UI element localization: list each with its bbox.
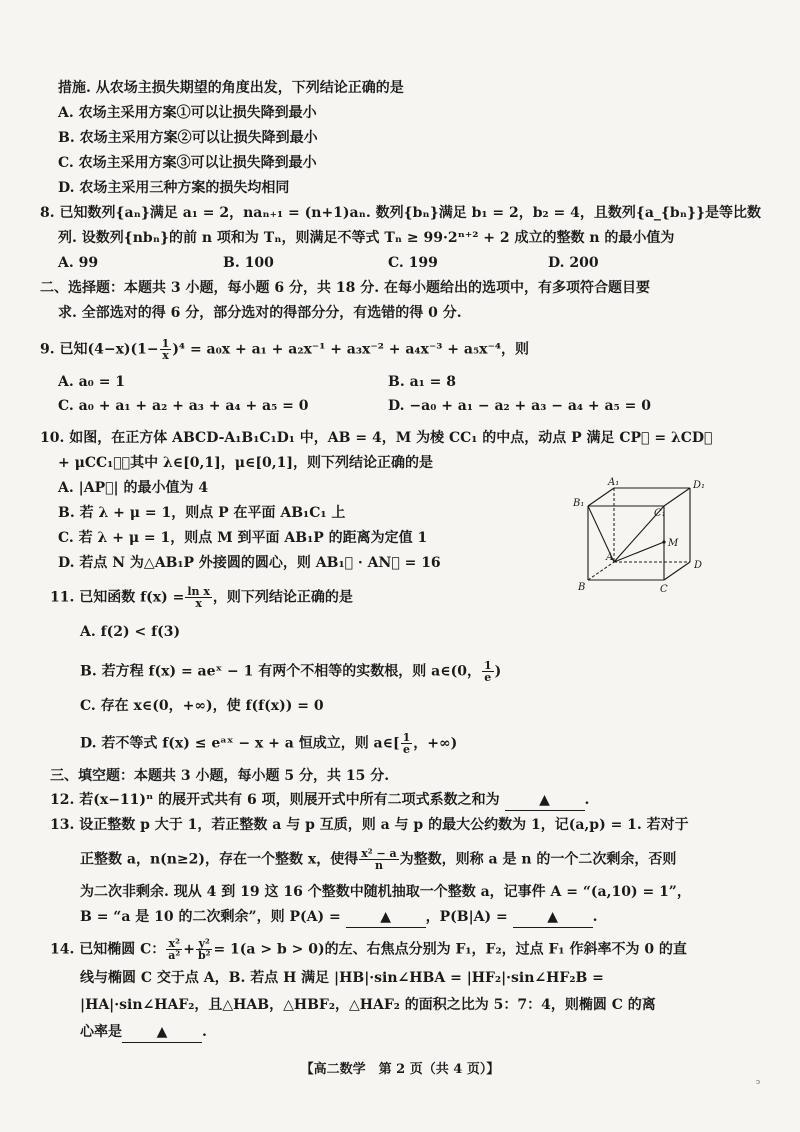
label-a: A: [606, 552, 614, 563]
q14-f2-den: b²: [197, 949, 211, 962]
q14-line2: 线与椭圆 C 交于点 A，B. 若点 H 满足 |HB|·sin∠HBA = |HF₂|·sin∠HF₂B =: [80, 970, 604, 986]
q11-option-b-num: 1: [483, 659, 492, 672]
q8-option-b: B. 100: [223, 255, 274, 271]
q14-f1-den: a²: [168, 949, 181, 962]
q8-option-a: A. 99: [58, 255, 99, 271]
q13-line4: [80, 907, 760, 928]
section2-line1: 二、选择题：本题共 3 小题，每小题 6 分，共 18 分. 在每小题给出的选项中，有多项符合题目要: [40, 280, 650, 296]
q14-fraction-x: [166, 938, 182, 961]
q10-line1: 10. 如图，在正方体 ABCD-A₁B₁C₁D₁ 中，AB = 4，M 为棱 CC₁ 的中点，动点 P 满足 CP⃗ = λCD⃗: [40, 430, 713, 446]
q9-stem-before: 9. 已知(4−x)(1−: [40, 341, 159, 358]
q10-option-b: B. 若 λ + μ = 1，则点 P 在平面 AB₁C₁ 上: [58, 505, 346, 521]
q9-option-c: C. a₀ + a₁ + a₂ + a₃ + a₄ + a₅ = 0: [58, 398, 309, 414]
q12-text: 12. 若(x−11)ⁿ 的展开式共有 6 项，则展开式中所有二项式系数之和为: [50, 792, 500, 808]
section2-line2: 求. 全部选对的得 6 分，部分选对的得部分分，有选错的得 0 分.: [58, 305, 462, 321]
point-m-dot: [662, 540, 665, 543]
q13-answer-blank-1[interactable]: ▲: [346, 907, 426, 928]
q11-option-b-before: B. 若方程 f(x) = aeˣ − 1 有两个不相等的实数根，则 a∈(0，: [80, 663, 481, 680]
q11-option-b: [80, 660, 760, 683]
q13-line2: [80, 848, 760, 871]
q7-option-b: B. 农场主采用方案②可以让损失降到最小: [58, 130, 318, 146]
q12-answer-blank[interactable]: ▲: [505, 790, 585, 811]
q10-option-d: D. 若点 N 为△AB₁P 外接圆的圆心，则 AB₁⃗ · AN⃗ = 16: [58, 555, 441, 571]
q10-option-c: C. 若 λ + μ = 1，则点 M 到平面 AB₁P 的距离为定值 1: [58, 530, 428, 546]
q11-stem-after: ，则下列结论正确的是: [212, 589, 353, 606]
q9-stem: [40, 338, 760, 361]
q14-answer-blank[interactable]: ▲: [122, 1022, 202, 1043]
q7-stem: 措施. 从农场主损失期望的角度出发，下列结论正确的是: [58, 80, 404, 96]
q7-option-d: D. 农场主采用三种方案的损失均相同: [58, 180, 290, 196]
label-a1: A₁: [608, 477, 620, 488]
q9-option-b: B. a₁ = 8: [388, 374, 457, 390]
q14-fraction-y: [196, 938, 213, 961]
q11-option-c: C. 存在 x∈(0，+∞)，使 f(f(x)) = 0: [80, 698, 324, 714]
q11-option-d-num: 1: [402, 731, 411, 744]
q14-line1-before: 14. 已知椭圆 C：: [50, 941, 166, 958]
q7-option-a: A. 农场主采用方案①可以让损失降到最小: [58, 105, 317, 121]
q11-frac-den: x: [195, 597, 202, 610]
q14-line4: [80, 1022, 760, 1043]
q9-fraction: [160, 338, 172, 361]
label-b: B: [578, 582, 586, 593]
q14-plus: +: [183, 941, 195, 958]
q11-option-d-before: D. 若不等式 f(x) ≤ eᵃˣ − x + a 恒成立，则 a∈[: [80, 735, 400, 752]
q14-f2-num: y²: [196, 938, 213, 950]
q11-frac-num: ln x: [187, 585, 210, 598]
q8-line1: 8. 已知数列{aₙ}满足 a₁ = 2，naₙ₊₁ = (n+1)aₙ. 数列{bₙ}满足 b₁ = 2，b₂ = 4，且数列{a_{bₙ}}是等比数: [40, 205, 761, 221]
label-b1: B₁: [573, 498, 585, 509]
q14-line1: [50, 938, 760, 961]
q14-end: .: [202, 1024, 207, 1040]
q13-line1: 13. 设正整数 p 大于 1，若正整数 a 与 p 互质，则 a 与 p 的最大公约数为 1，记(a,p) = 1. 若对于: [50, 817, 689, 833]
q9-option-a: A. a₀ = 1: [58, 374, 126, 390]
q14-line1-after: = 1(a > b > 0)的左、右焦点分别为 F₁，F₂，过点 F₁ 作斜率不为 0 的直: [213, 941, 687, 958]
label-m: M: [668, 538, 679, 549]
q8-line2: 列. 设数列{nbₙ}的前 n 项和为 Tₙ，则满足不等式 Tₙ ≥ 99·2ⁿ⁺² + 2 成立的整数 n 的最小值为: [58, 230, 675, 246]
page-footer: 【高二数学 第 2 页（共 4 页）】: [300, 1062, 500, 1077]
q8-option-d: D. 200: [548, 255, 599, 271]
q13-frac-num: x² − a: [361, 847, 397, 860]
q8-option-c: C. 199: [388, 255, 438, 271]
q11-option-d-fraction: [401, 732, 413, 755]
q11-option-b-after: ): [494, 663, 502, 680]
q13-frac-den: n: [374, 859, 383, 872]
q9-option-d: D. −a₀ + a₁ − a₂ + a₃ − a₄ + a₅ = 0: [388, 398, 651, 414]
q11-stem: [50, 586, 760, 609]
q11-option-b-den: e: [484, 671, 492, 684]
q13-end: .: [592, 909, 598, 925]
q9-frac-den: x: [162, 349, 169, 362]
q11-fraction: [185, 586, 212, 609]
q12-end: .: [584, 792, 590, 808]
q14-line3: |HA|·sin∠HAF₂，且△HAB，△HBF₂，△HAF₂ 的面积之比为 5：7：4，则椭圆 C 的离: [80, 997, 656, 1013]
q11-option-a: A. f(2) < f(3): [80, 624, 181, 640]
label-c: C: [660, 584, 668, 594]
section3-heading: 三、填空题：本题共 3 小题，每小题 5 分，共 15 分.: [50, 768, 390, 784]
q13-line4-b: ，P(B|A) =: [425, 909, 508, 925]
q11-option-d-den: e: [402, 743, 410, 756]
label-c1: C₁: [654, 508, 666, 519]
q14-f1-num: x²: [166, 938, 182, 950]
q13-line2-before: 正整数 a，n(n≥2)，存在一个整数 x，使得: [80, 851, 359, 868]
cube-figure: [570, 476, 710, 594]
q10-line2: + μCC₁⃗，其中 λ∈[0,1]，μ∈[0,1]，则下列结论正确的是: [58, 455, 433, 471]
q7-option-c: C. 农场主采用方案③可以让损失降到最小: [58, 155, 317, 171]
q13-answer-blank-2[interactable]: ▲: [513, 907, 593, 928]
q10-option-a: A. |AP⃗| 的最小值为 4: [58, 480, 209, 496]
corner-mark: ↄ: [756, 1078, 760, 1086]
q9-stem-after: )⁴ = a₀x + a₁ + a₂x⁻¹ + a₃x⁻² + a₄x⁻³ + a₅x⁻⁴，则: [172, 341, 529, 358]
q13-line3: 为二次非剩余. 现从 4 到 19 这 16 个整数中随机抽取一个整数 a，记事件 A = “(a,10) = 1”，: [80, 884, 691, 900]
q11-stem-before: 11. 已知函数 f(x) =: [50, 589, 185, 606]
label-d1: D₁: [693, 480, 706, 491]
q9-frac-num: 1: [161, 337, 170, 350]
q14-line4-text: 心率是: [80, 1024, 122, 1040]
q13-line2-after: 为整数，则称 a 是 n 的一个二次剩余，否则: [399, 851, 677, 868]
q13-line4-a: B = “a 是 10 的二次剩余”，则 P(A) =: [80, 909, 341, 925]
q11-option-b-fraction: [482, 660, 494, 683]
q11-option-d: [80, 732, 760, 755]
q11-option-d-after: ，+∞): [413, 735, 458, 752]
q12: [50, 790, 760, 811]
label-d: D: [694, 560, 703, 571]
q13-fraction: [359, 848, 398, 871]
